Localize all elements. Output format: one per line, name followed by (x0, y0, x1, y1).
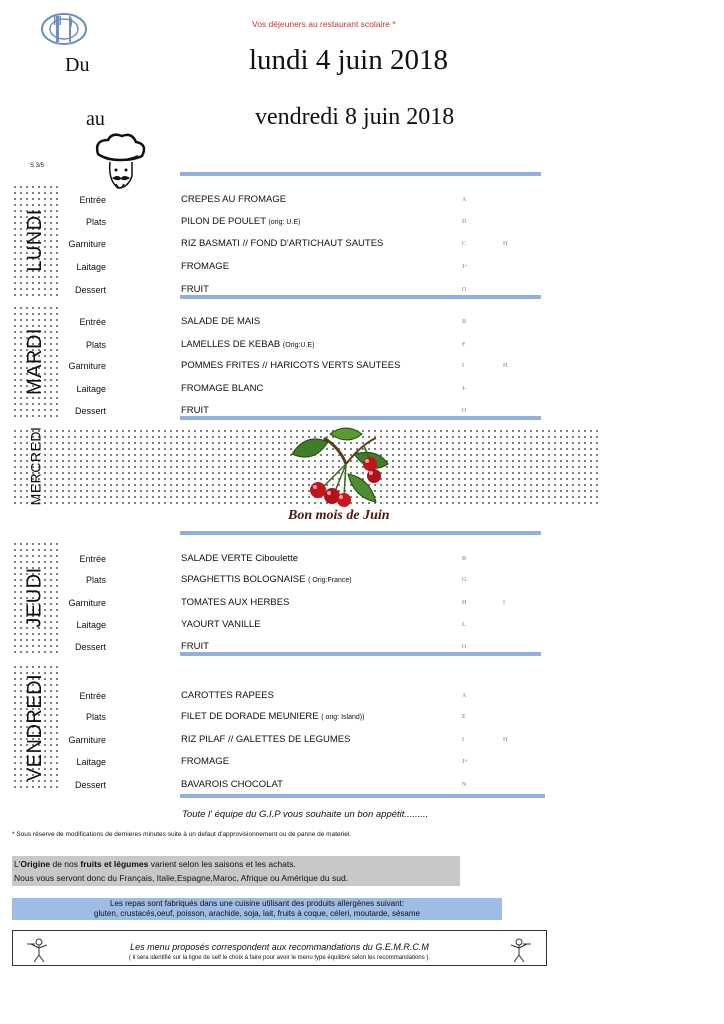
course-label: Plats (85, 712, 106, 722)
du-label: Du (65, 54, 90, 76)
allergen-code: J+ (462, 264, 468, 270)
gemrcm-box (12, 930, 547, 966)
dish-name: SALADE VERTE Ciboulette (181, 553, 299, 564)
dish-name: FROMAGE BLANC (181, 383, 264, 394)
dish-name: YAOURT VANILLE (181, 619, 261, 630)
month-banner: Bon mois de Juin (288, 508, 390, 523)
course-label: Garniture (68, 239, 106, 249)
allergen-code: N (462, 782, 467, 788)
day-name: MARDI (24, 327, 47, 395)
course-label: Laitage (76, 384, 106, 394)
divider (180, 172, 541, 176)
allergen-line-1: Les repas sont fabriqués dans une cuisine utilisant des produits allergènes suivant: (110, 899, 404, 908)
day-name: JEUDI (24, 566, 47, 628)
allergen-code: E (462, 714, 466, 720)
allergen-code: O (462, 287, 467, 293)
origin-line-2: Nous vous servont donc du Français, Italie,Espagne,Maroc, Afrique ou Amérique du sud. (14, 873, 349, 883)
header-subtitle: Vos déjeuners au restaurant scolaire * (252, 19, 396, 29)
allergen-code: J+ (462, 759, 468, 765)
allergen-code: I (462, 737, 464, 743)
allergen-code: B (462, 556, 467, 562)
allergen-box (12, 898, 502, 920)
day-name: VENDREDI (24, 673, 47, 781)
course-label: Entrée (79, 317, 106, 327)
allergen-code: O (462, 644, 467, 650)
course-label: Garniture (68, 598, 106, 608)
allergen-code: I (462, 363, 464, 369)
allergen-code: C (462, 241, 467, 247)
dish-name: CAROTTES RAPEES (181, 690, 274, 701)
disclaimer: * Sous réserve de modifications de dernieres minutes suite à un defaut d'approvisionnement ou de panne de materiel. (12, 831, 352, 838)
day-name: LUNDI (24, 208, 47, 272)
course-label: Plats (85, 340, 106, 350)
week-code: S 3/5 (30, 163, 45, 169)
dish-name: FRUIT (181, 405, 209, 416)
waiter-icon-right (505, 935, 533, 963)
allergen-code: J- (462, 386, 467, 392)
allergen-code: A (462, 197, 467, 203)
cherry-illustration (284, 424, 394, 514)
course-label: Garniture (68, 361, 106, 371)
allergen-code: D (462, 219, 467, 225)
day-name: MERCREDI (27, 426, 44, 506)
divider (180, 416, 541, 420)
bon-appetit-wish: Toute l' équipe du G.I.P vous souhaite un bon appétit......... (182, 809, 429, 820)
restaurant-logo (40, 12, 88, 46)
dish-name: FROMAGE (181, 756, 230, 767)
dish-name: SALADE DE MAIS (181, 316, 261, 327)
divider (180, 295, 541, 299)
course-label: Dessert (74, 406, 106, 416)
dish-name: CREPES AU FROMAGE (181, 194, 287, 205)
dish-name: FRUIT (181, 284, 209, 295)
divider (180, 652, 541, 656)
course-label: Entrée (79, 195, 106, 205)
divider (180, 531, 541, 535)
origin-box (12, 856, 460, 886)
dish-name: PILON DE POULET (orig: U.E) (181, 216, 301, 227)
origin-line-1: L'Origine de nos fruits et légumes varient selon les saisons et les achats. (14, 859, 296, 869)
course-label: Plats (85, 217, 106, 227)
dish-name: LAMELLES DE KEBAB (Orig:U.E) (181, 339, 315, 350)
dish-name: FROMAGE (181, 261, 230, 272)
course-label: Laitage (76, 262, 106, 272)
end-date: vendredi 8 juin 2018 (255, 104, 455, 130)
dish-name: TOMATES AUX HERBES (181, 597, 290, 608)
allergen-code: F (462, 342, 466, 348)
allergen-code: G (462, 577, 467, 583)
au-label: au (86, 108, 105, 130)
gemrcm-line-1: Les menu proposés correspondent aux recommandations du G.E.M.R.C.M (130, 942, 429, 952)
allergen-code: H (462, 600, 467, 606)
allergen-code: H (503, 363, 508, 369)
dish-name: FILET DE DORADE MEUNIERE ( orig: Island)) (181, 711, 365, 722)
dish-name: RIZ BASMATI // FOND D'ARTICHAUT SAUTES (181, 238, 384, 249)
allergen-code: I (503, 600, 505, 606)
course-label: Laitage (76, 620, 106, 630)
dish-name: POMMES FRITES // HARICOTS VERTS SAUTEES (181, 360, 401, 371)
allergen-code: H (503, 241, 508, 247)
course-label: Laitage (76, 757, 106, 767)
allergen-code: A (462, 693, 467, 699)
divider (180, 794, 545, 798)
course-label: Entrée (79, 691, 106, 701)
course-label: Plats (85, 575, 106, 585)
allergen-code: H (503, 737, 508, 743)
dish-name: FRUIT (181, 641, 209, 652)
day-band-vendredi (12, 664, 59, 790)
course-label: Dessert (74, 642, 106, 652)
dish-name: RIZ PILAF // GALETTES DE LEGUMES (181, 734, 351, 745)
chef-illustration (88, 132, 150, 194)
allergen-line-2: gluten, crustacés,oeuf, poisson, arachide, soja, lait, fruits à coque, céleri, moutarde, sésame (94, 909, 420, 918)
dish-name: SPAGHETTIS BOLOGNAISE ( Orig:France) (181, 574, 352, 585)
course-label: Entrée (79, 554, 106, 564)
allergen-code: O (462, 408, 467, 414)
allergen-code: L (462, 622, 466, 628)
gemrcm-line-2: ( il sera identifié sur la ligne de self le choix à faire pour avoir le menu type équilibré selon les recommandations ). (128, 955, 431, 961)
course-label: Garniture (68, 735, 106, 745)
dish-name: BAVAROIS CHOCOLAT (181, 779, 283, 790)
day-band-mercredi (12, 428, 59, 504)
course-label: Dessert (74, 780, 106, 790)
allergen-code: B (462, 319, 467, 325)
course-label: Dessert (74, 285, 106, 295)
start-date: lundi 4 juin 2018 (249, 44, 448, 76)
